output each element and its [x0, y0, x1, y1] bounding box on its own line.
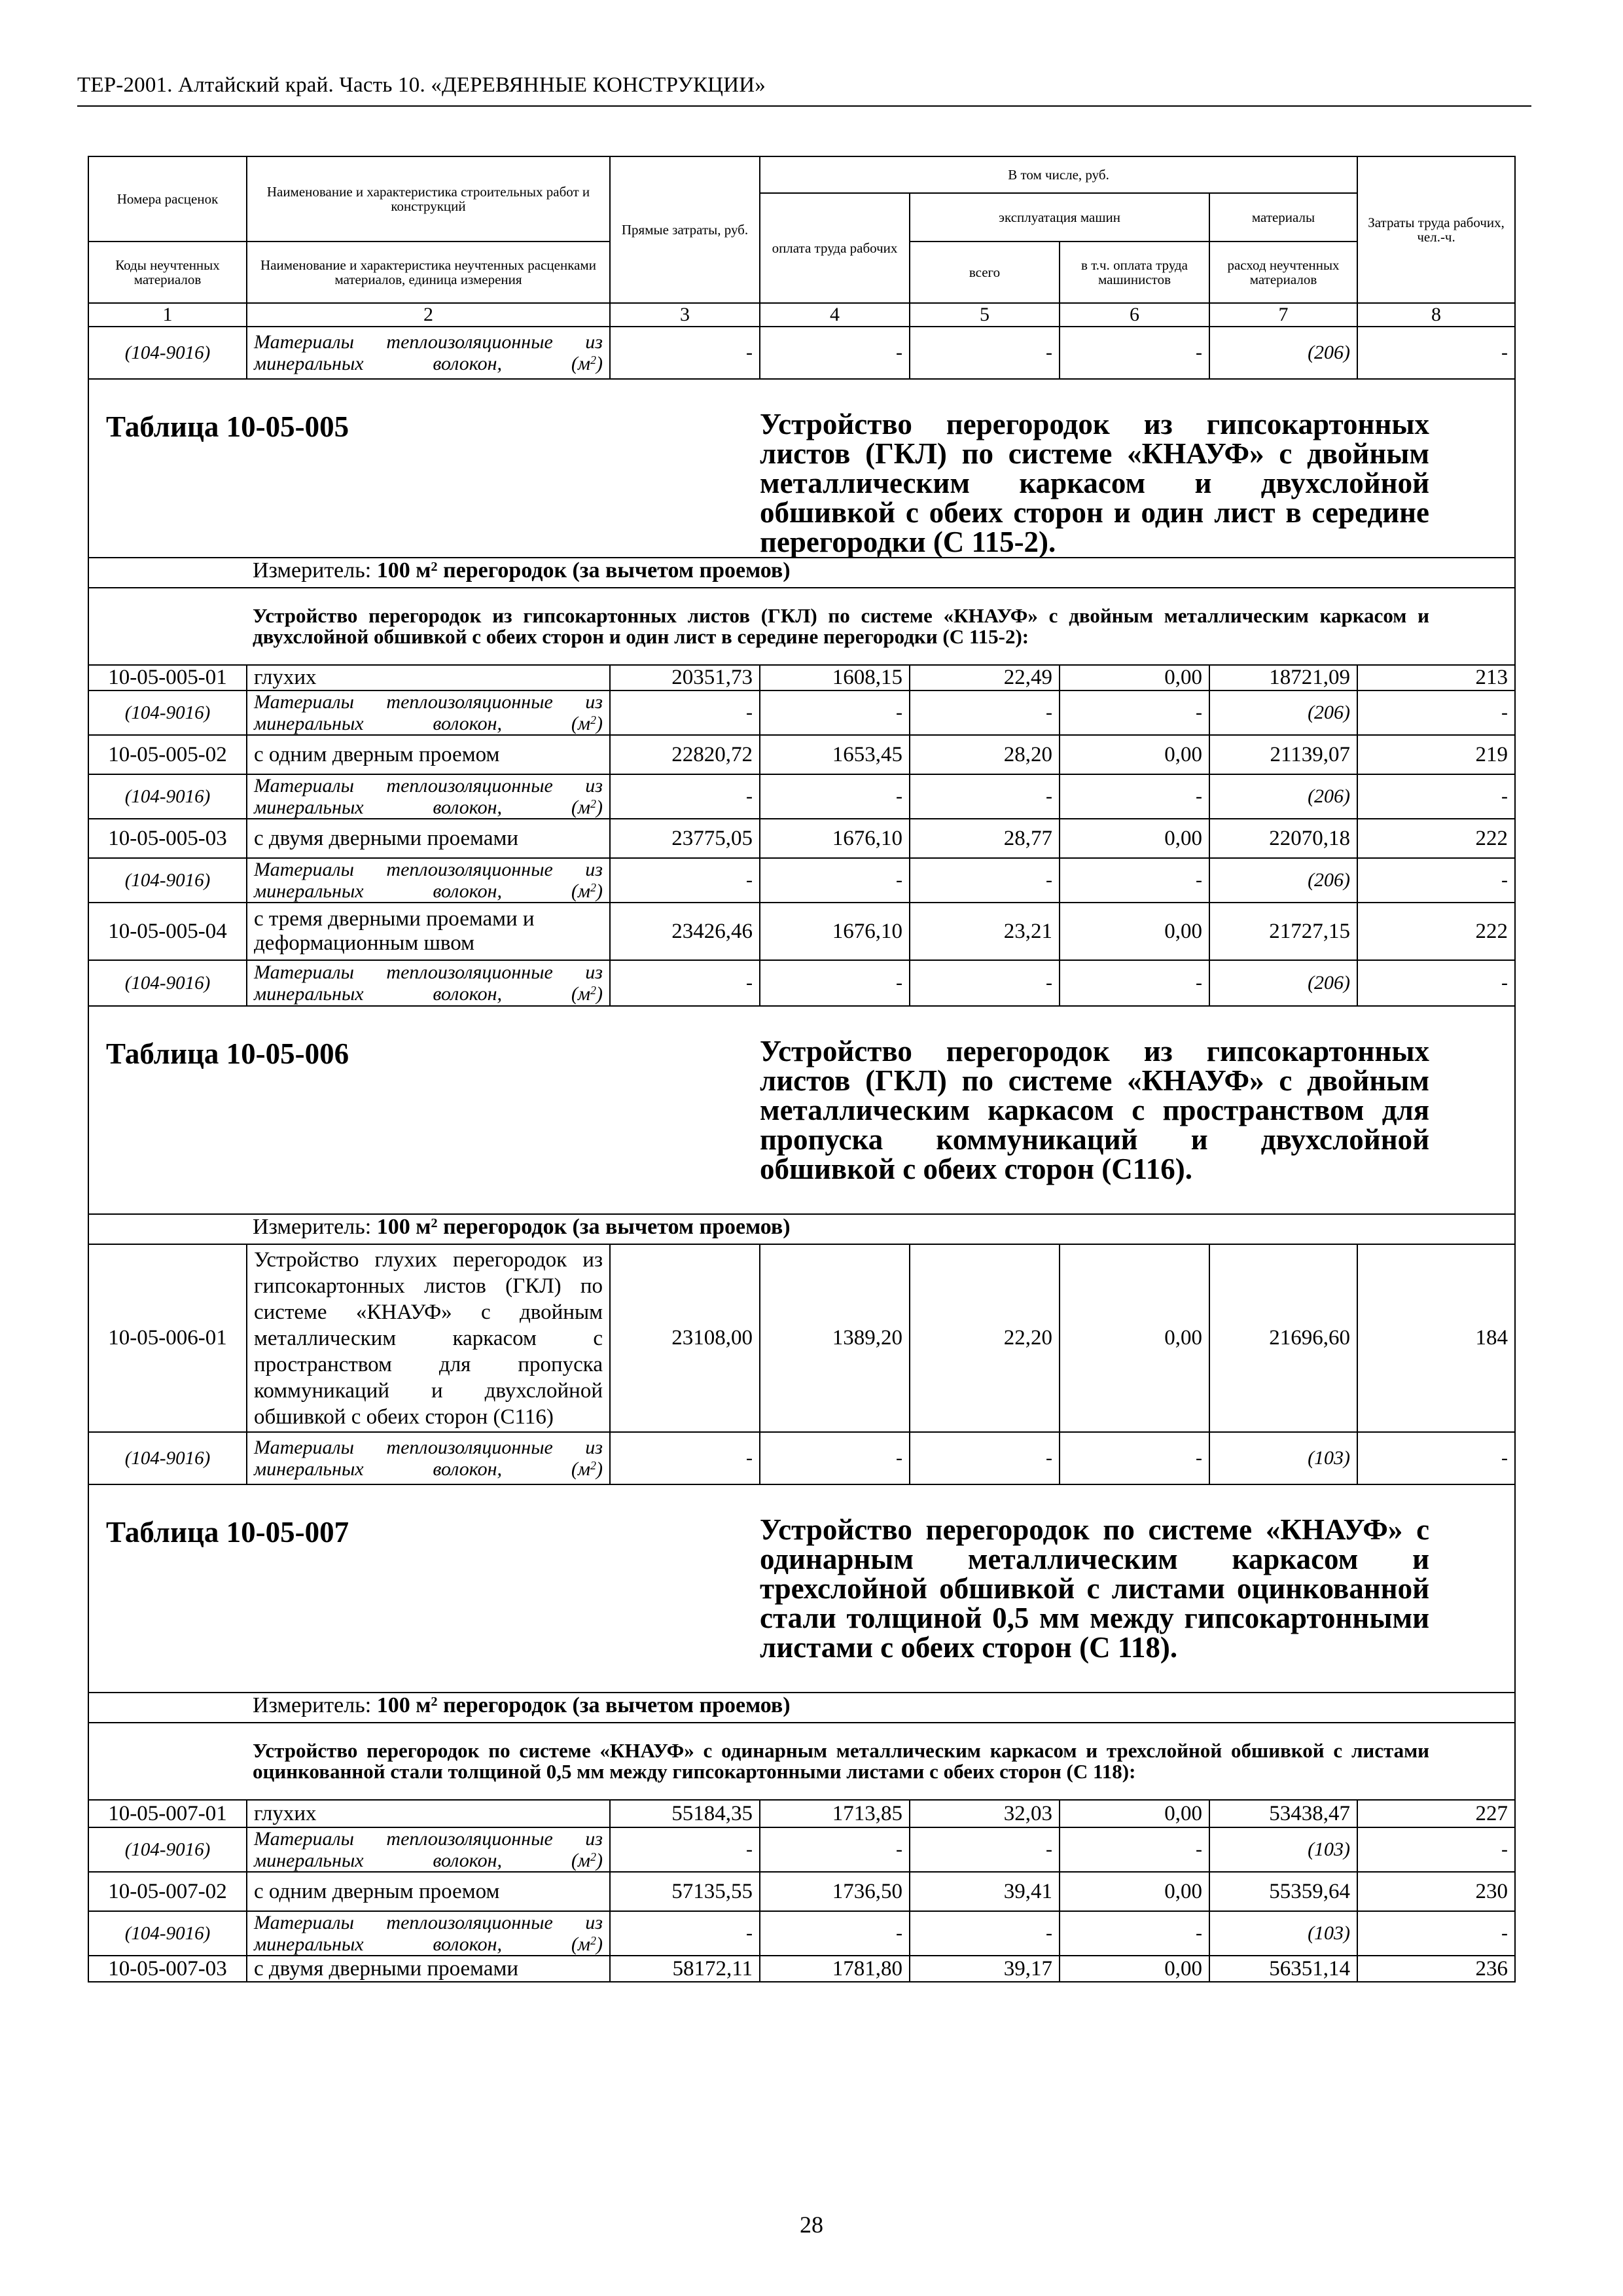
table-title: Таблица 10-05-006: [88, 1006, 760, 1214]
section-row: [88, 588, 1515, 665]
material-dash: -: [910, 774, 1060, 819]
material-dash: -: [760, 1911, 910, 1956]
material-code: (104-9016): [88, 1827, 247, 1872]
material-name: Материалы теплоизоляционные из минеральных волокон, $(м^2)$: [247, 1432, 610, 1484]
direct-costs-value: 23775,05: [610, 819, 760, 858]
material-value: (206): [1209, 327, 1357, 379]
machines-total-value: 23,21: [910, 903, 1060, 960]
material-name: Материалы теплоизоляционные из минеральных волокон, $(м^2)$: [247, 960, 610, 1006]
table-description: Устройство перегородок из гипсокартонных листов (ГКЛ) по системе «КНАУФ» с двойным металлическим каркасом и двухслойной обшивкой с обеих сторон и один лист в середине перегородки (С 115-2).: [760, 379, 1515, 558]
materials-value: 18721,09: [1209, 665, 1357, 691]
material-dash: -: [1060, 691, 1209, 735]
material-row: [88, 1432, 1515, 1484]
rate-row: [88, 735, 1515, 774]
material-row: [88, 774, 1515, 819]
machines-total-value: 22,49: [910, 665, 1060, 691]
material-dash: -: [1060, 1827, 1209, 1872]
rate-row: [88, 1800, 1515, 1827]
rate-name: глухих: [247, 665, 610, 691]
material-dash: -: [760, 691, 910, 735]
machinists-pay-value: 0,00: [1060, 903, 1209, 960]
rate-row: [88, 1956, 1515, 1982]
material-code: (104-9016): [88, 1911, 247, 1956]
rate-name: глухих: [247, 1800, 610, 1827]
table-heading-row: [88, 1484, 1515, 1693]
direct-costs-value: 20351,73: [610, 665, 760, 691]
col-num: 6: [1060, 303, 1209, 327]
rate-name: с тремя дверными проемами и деформационным швом: [247, 903, 610, 960]
machines-total-value: 32,03: [910, 1800, 1060, 1827]
col-incl-header: В том числе, руб.: [760, 156, 1357, 193]
material-dash: -: [910, 858, 1060, 903]
material-dash: -: [610, 691, 760, 735]
material-value: (206): [1209, 774, 1357, 819]
machinists-pay-value: 0,00: [1060, 1872, 1209, 1911]
material-value: (103): [1209, 1911, 1357, 1956]
rate-name: с одним дверным проемом: [247, 735, 610, 774]
labor-costs-value: 227: [1357, 1800, 1515, 1827]
material-dash: -: [1357, 691, 1515, 735]
direct-costs-value: 23108,00: [610, 1244, 760, 1432]
table-title: Таблица 10-05-005: [88, 379, 760, 558]
table-title: Таблица 10-05-007: [88, 1484, 760, 1693]
section-heading: Устройство перегородок из гипсокартонных листов (ГКЛ) по системе «КНАУФ» с двойным металлическим каркасом и двухслойной обшивкой с обеих сторон и один лист в середине перегородки (С 115-2):: [88, 588, 1515, 665]
material-dash: -: [760, 774, 910, 819]
col-mat-names-header: Наименование и характеристика неучтенных расценками материалов, единица измерения: [247, 242, 610, 303]
unit-of-measure: Измеритель: 100 $м^2$ перегородок (за вычетом проемов): [88, 558, 1515, 588]
material-name: Материалы теплоизоляционные из минеральных волокон, $(м^2)$: [247, 1911, 610, 1956]
unit-row: [88, 558, 1515, 588]
materials-value: 56351,14: [1209, 1956, 1357, 1982]
materials-value: 21727,15: [1209, 903, 1357, 960]
material-dash: -: [610, 1911, 760, 1956]
machinists-pay-value: 0,00: [1060, 1800, 1209, 1827]
material-value: (103): [1209, 1827, 1357, 1872]
col-work-name-header: Наименование и характеристика строительных работ и конструкций: [247, 156, 610, 242]
unit-of-measure: Измеритель: 100 $м^2$ перегородок (за вычетом проемов): [88, 1693, 1515, 1723]
material-code: (104-9016): [88, 1432, 247, 1484]
material-dash: -: [610, 774, 760, 819]
material-dash: -: [1357, 858, 1515, 903]
material-dash: -: [610, 960, 760, 1006]
material-dash: -: [1060, 960, 1209, 1006]
materials-value: 21139,07: [1209, 735, 1357, 774]
page-number: 28: [800, 2212, 823, 2238]
material-dash: -: [1060, 327, 1209, 379]
labor-pay-value: 1389,20: [760, 1244, 910, 1432]
labor-costs-value: 230: [1357, 1872, 1515, 1911]
labor-pay-value: 1676,10: [760, 903, 910, 960]
section-row: [88, 1723, 1515, 1800]
rate-row: [88, 1244, 1515, 1432]
unit-row: [88, 1214, 1515, 1244]
col-num: 4: [760, 303, 910, 327]
materials-value: 22070,18: [1209, 819, 1357, 858]
labor-costs-value: 222: [1357, 819, 1515, 858]
machinists-pay-value: 0,00: [1060, 819, 1209, 858]
material-row: [88, 327, 1515, 379]
unit-row: [88, 1693, 1515, 1723]
labor-costs-value: 236: [1357, 1956, 1515, 1982]
direct-costs-value: 57135,55: [610, 1872, 760, 1911]
material-dash: -: [1060, 1432, 1209, 1484]
material-dash: -: [1357, 1911, 1515, 1956]
labor-pay-value: 1713,85: [760, 1800, 910, 1827]
direct-costs-value: 55184,35: [610, 1800, 760, 1827]
material-code: (104-9016): [88, 774, 247, 819]
rate-row: [88, 1872, 1515, 1911]
direct-costs-value: 23426,46: [610, 903, 760, 960]
material-dash: -: [910, 1911, 1060, 1956]
material-dash: -: [1357, 1827, 1515, 1872]
rates-table: [88, 156, 1516, 1982]
rate-code: 10-05-006-01: [88, 1244, 247, 1432]
material-row: [88, 1911, 1515, 1956]
col-incl-machinists-header: в т.ч. оплата труда машинистов: [1060, 242, 1209, 303]
labor-costs-value: 222: [1357, 903, 1515, 960]
col-total-header: всего: [910, 242, 1060, 303]
rate-code: 10-05-007-01: [88, 1800, 247, 1827]
material-name: Материалы теплоизоляционные из минеральных волокон, $(м^2)$: [247, 691, 610, 735]
material-code: (104-9016): [88, 858, 247, 903]
material-dash: -: [1060, 858, 1209, 903]
rate-code: 10-05-007-03: [88, 1956, 247, 1982]
labor-costs-value: 213: [1357, 665, 1515, 691]
col-materials-header: материалы: [1209, 193, 1357, 242]
material-dash: -: [910, 1432, 1060, 1484]
material-dash: -: [760, 858, 910, 903]
rate-name: с двумя дверными проемами: [247, 819, 610, 858]
machines-total-value: 28,20: [910, 735, 1060, 774]
material-dash: -: [910, 691, 1060, 735]
machines-total-value: 28,77: [910, 819, 1060, 858]
machines-total-value: 22,20: [910, 1244, 1060, 1432]
material-dash: -: [760, 960, 910, 1006]
labor-costs-value: 219: [1357, 735, 1515, 774]
machines-total-value: 39,17: [910, 1956, 1060, 1982]
material-dash: -: [1357, 327, 1515, 379]
rate-name: Устройство глухих перегородок из гипсокартонных листов (ГКЛ) по системе «КНАУФ» с двойным металлическим каркасом с пространством для пропуска коммуникаций и двухслойной обшивкой с обеих сторон (С116): [247, 1244, 610, 1432]
unit-of-measure: Измеритель: 100 $м^2$ перегородок (за вычетом проемов): [88, 1214, 1515, 1244]
material-code: (104-9016): [88, 691, 247, 735]
material-value: (206): [1209, 691, 1357, 735]
material-name: Материалы теплоизоляционные из минеральных волокон, $(м^2)$: [247, 774, 610, 819]
running-header: ТЕР-2001. Алтайский край. Часть 10. «ДЕРЕВЯННЫЕ КОНСТРУКЦИИ»: [77, 73, 766, 97]
labor-pay-value: 1608,15: [760, 665, 910, 691]
col-direct-costs-header: Прямые затраты, руб.: [610, 156, 760, 303]
material-row: [88, 1827, 1515, 1872]
col-labor-costs-header: Затраты труда рабочих, чел.-ч.: [1357, 156, 1515, 303]
materials-value: 53438,47: [1209, 1800, 1357, 1827]
col-mat-codes-header: Коды неучтенных материалов: [88, 242, 247, 303]
col-num: 5: [910, 303, 1060, 327]
rate-name: с двумя дверными проемами: [247, 1956, 610, 1982]
material-dash: -: [1357, 774, 1515, 819]
col-num: 7: [1209, 303, 1357, 327]
rate-row: [88, 819, 1515, 858]
machinists-pay-value: 0,00: [1060, 1956, 1209, 1982]
col-num: 3: [610, 303, 760, 327]
material-dash: -: [1357, 1432, 1515, 1484]
section-heading: Устройство перегородок по системе «КНАУФ» с одинарным металлическим каркасом и трехслойной обшивкой с листами оцинкованной стали толщиной 0,5 мм между гипсокартонными листами с обеих сторон (С 118):: [88, 1723, 1515, 1800]
machinists-pay-value: 0,00: [1060, 1244, 1209, 1432]
direct-costs-value: 22820,72: [610, 735, 760, 774]
material-dash: -: [910, 1827, 1060, 1872]
header-rule: [77, 105, 1531, 107]
material-name: Материалы теплоизоляционные из минеральных волокон, $(м^2)$: [247, 327, 610, 379]
col-rate-numbers-header: Номера расценок: [88, 156, 247, 242]
material-dash: -: [760, 327, 910, 379]
material-dash: -: [760, 1432, 910, 1484]
machinists-pay-value: 0,00: [1060, 735, 1209, 774]
rate-code: 10-05-005-02: [88, 735, 247, 774]
material-dash: -: [760, 1827, 910, 1872]
rate-code: 10-05-005-01: [88, 665, 247, 691]
col-labor-pay-header: оплата труда рабочих: [760, 193, 910, 303]
material-dash: -: [910, 327, 1060, 379]
material-dash: -: [610, 1827, 760, 1872]
column-numbers-row: [88, 303, 1515, 327]
material-dash: -: [1060, 774, 1209, 819]
material-row: [88, 858, 1515, 903]
rate-row: [88, 665, 1515, 691]
materials-value: 55359,64: [1209, 1872, 1357, 1911]
material-code: (104-9016): [88, 960, 247, 1006]
table-description: Устройство перегородок по системе «КНАУФ» с одинарным металлическим каркасом и трехслойной обшивкой с листами оцинкованной стали толщиной 0,5 мм между гипсокартонными листами с обеих сторон (С 118).: [760, 1484, 1515, 1693]
material-dash: -: [1060, 1911, 1209, 1956]
material-dash: -: [610, 327, 760, 379]
col-machines-header: эксплуатация машин: [910, 193, 1209, 242]
table-heading-row: [88, 379, 1515, 558]
labor-pay-value: 1736,50: [760, 1872, 910, 1911]
table-heading-row: [88, 1006, 1515, 1214]
material-value: (206): [1209, 858, 1357, 903]
material-name: Материалы теплоизоляционные из минеральных волокон, $(м^2)$: [247, 858, 610, 903]
material-dash: -: [610, 858, 760, 903]
material-dash: -: [610, 1432, 760, 1484]
rate-row: [88, 903, 1515, 960]
labor-pay-value: 1676,10: [760, 819, 910, 858]
rate-name: с одним дверным проемом: [247, 1872, 610, 1911]
col-num: 8: [1357, 303, 1515, 327]
col-unaccounted-mat-header: расход неучтенных материалов: [1209, 242, 1357, 303]
material-dash: -: [1357, 960, 1515, 1006]
table-description: Устройство перегородок из гипсокартонных листов (ГКЛ) по системе «КНАУФ» с двойным металлическим каркасом с пространством для пропуска коммуникаций и двухслойной обшивкой с обеих сторон (С116).: [760, 1006, 1515, 1214]
machines-total-value: 39,41: [910, 1872, 1060, 1911]
labor-pay-value: 1653,45: [760, 735, 910, 774]
material-name: Материалы теплоизоляционные из минеральных волокон, $(м^2)$: [247, 1827, 610, 1872]
labor-pay-value: 1781,80: [760, 1956, 910, 1982]
rate-code: 10-05-005-03: [88, 819, 247, 858]
machinists-pay-value: 0,00: [1060, 665, 1209, 691]
material-value: (206): [1209, 960, 1357, 1006]
labor-costs-value: 184: [1357, 1244, 1515, 1432]
direct-costs-value: 58172,11: [610, 1956, 760, 1982]
col-num: 2: [247, 303, 610, 327]
material-dash: -: [910, 960, 1060, 1006]
material-row: [88, 960, 1515, 1006]
rate-code: 10-05-007-02: [88, 1872, 247, 1911]
rate-code: 10-05-005-04: [88, 903, 247, 960]
material-code: (104-9016): [88, 327, 247, 379]
material-row: [88, 691, 1515, 735]
col-num: 1: [88, 303, 247, 327]
materials-value: 21696,60: [1209, 1244, 1357, 1432]
material-value: (103): [1209, 1432, 1357, 1484]
